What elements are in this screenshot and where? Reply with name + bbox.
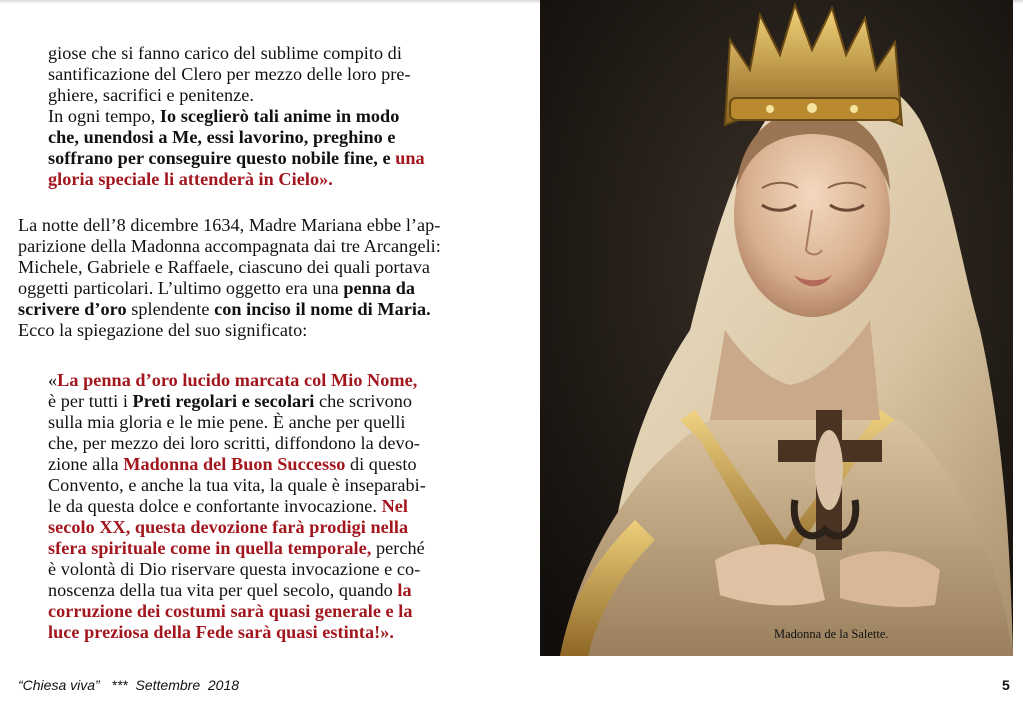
text-run: noscenza della tua vita per quel secolo, quando: [48, 580, 398, 600]
bold-text: con inciso il nome di Maria.: [214, 299, 431, 319]
text-line: [18, 236, 441, 257]
text-line: [48, 106, 425, 127]
text-run: di questo: [345, 454, 417, 474]
text-run: ghiere, sacrifici e penitenze.: [48, 85, 254, 105]
text-run: In ogni tempo,: [48, 106, 160, 126]
text-line: [18, 215, 441, 236]
text-run: Michele, Gabriele e Raffaele, ciascuno dei quali portava: [18, 257, 431, 277]
emphasis-red-text: sfera spirituale come in quella temporale,: [48, 538, 372, 558]
text-line: [48, 43, 425, 64]
statue-of-madonna-icon: [540, 0, 1013, 656]
text-line: [18, 320, 441, 341]
bold-text: Preti regolari e secolari: [132, 391, 315, 411]
bold-text: penna da: [343, 278, 416, 298]
text-line: [48, 85, 425, 106]
text-line: [48, 169, 425, 190]
text-run: oggetti particolari. L’ultimo oggetto era una: [18, 278, 344, 298]
text-line: [48, 64, 425, 85]
text-run: che, per mezzo dei loro scritti, diffondono la devo-: [48, 433, 420, 453]
text-run: che scrivono: [314, 391, 413, 411]
emphasis-red-text: luce preziosa della Fede sarà quasi estinta!».: [48, 622, 394, 642]
text-run: La notte dell’8 dicembre 1634, Madre Mariana ebbe l’ap-: [18, 215, 441, 235]
paragraph-2: [18, 215, 441, 341]
text-run: è volontà di Dio riservare questa invocazione e co-: [48, 559, 421, 579]
text-run: zione alla: [48, 454, 124, 474]
publication-name: “Chiesa viva”: [18, 677, 100, 693]
paragraph-1: [48, 43, 425, 190]
text-column: [0, 0, 520, 660]
text-run: Convento, e anche la tua vita, la quale è inseparabi-: [48, 475, 426, 495]
text-line: [48, 391, 426, 412]
bold-text: che, unendosi a Me, essi lavorino, preghino e: [48, 127, 396, 147]
text-run: sulla mia gloria e le mie pene. È anche per quelli: [48, 412, 406, 432]
emphasis-red-text: corruzione dei costumi sarà quasi generale e la: [48, 601, 413, 621]
text-line: [48, 127, 425, 148]
text-line: [48, 622, 426, 643]
emphasis-red-text: secolo XX, questa devozione farà prodigi nella: [48, 517, 409, 537]
text-line: [48, 412, 426, 433]
text-line: [18, 278, 441, 299]
text-run: perché: [371, 538, 425, 558]
footer-publication: [18, 677, 239, 693]
paragraph-3-quotation: [48, 370, 426, 643]
emphasis-red-text: una: [395, 148, 425, 168]
text-line: [48, 475, 426, 496]
text-line: [48, 601, 426, 622]
madonna-photo: [540, 0, 1013, 656]
emphasis-red-text: gloria speciale li attenderà in Cielo».: [48, 169, 333, 189]
text-line: [48, 433, 426, 454]
text-run: è per tutti i: [48, 391, 133, 411]
emphasis-red-text: Madonna del Buon Successo: [123, 454, 346, 474]
text-run: parizione della Madonna accompagnata dai tre Arcangeli:: [18, 236, 441, 256]
bold-text: soffrano per conseguire questo nobile fine, e: [48, 148, 396, 168]
separator-stars: ***: [111, 677, 128, 693]
text-line: [48, 559, 426, 580]
text-run: santificazione del Clero per mezzo delle loro pre-: [48, 64, 411, 84]
emphasis-red-text: La penna d’oro lucido marcata col Mio Nome,: [57, 370, 418, 390]
text-line: [48, 538, 426, 559]
text-line: [18, 257, 441, 278]
text-line: [48, 370, 426, 391]
text-line: [48, 454, 426, 475]
text-line: [48, 148, 425, 169]
bold-text: Io sceglierò tali anime in modo: [159, 106, 400, 126]
emphasis-red-text: la: [397, 580, 412, 600]
text-run: splendente: [126, 299, 215, 319]
bold-text: scrivere d’oro: [18, 299, 127, 319]
emphasis-red-text: Nel: [381, 496, 408, 516]
page-number: 5: [1002, 677, 1010, 693]
text-line: [48, 517, 426, 538]
text-line: [48, 496, 426, 517]
photo-caption: Madonna de la Salette.: [774, 627, 889, 641]
text-run: Ecco la spiegazione del suo significato:: [18, 320, 308, 340]
text-run: le da questa dolce e confortante invocazione.: [48, 496, 382, 516]
text-run: «: [48, 370, 58, 390]
text-run: giose che si fanno carico del sublime compito di: [48, 43, 402, 63]
text-line: [48, 580, 426, 601]
text-line: [18, 299, 441, 320]
issue-date: Settembre 2018: [135, 677, 240, 693]
